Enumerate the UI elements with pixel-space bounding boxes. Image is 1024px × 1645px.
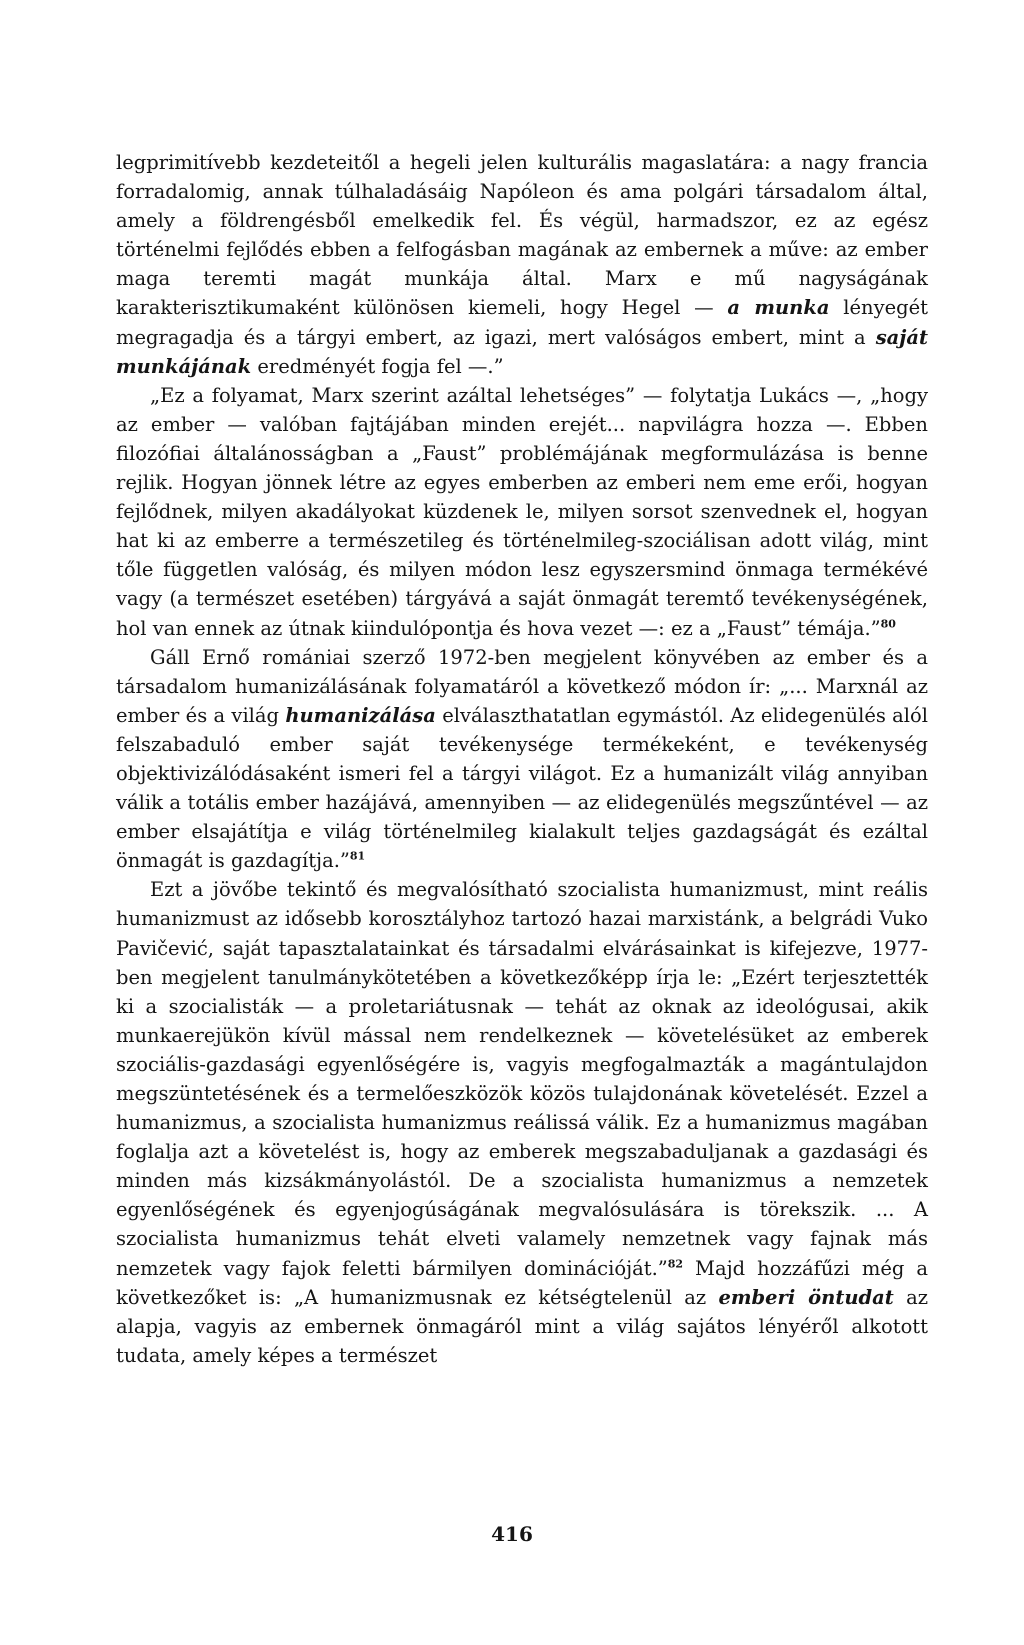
paragraph <box>116 875 928 1370</box>
text-run: Gáll Ernő romániai szerző 1972-ben megjelent könyvében az ember és a társadalom humanizálásának folyamatáról a következő módon ír: „... Marxnál az ember és a világ <box>116 645 928 727</box>
text-run: lényegét megragadja és a tárgyi embert, az igazi, mert valóságos embert, mint a <box>116 296 928 349</box>
paragraph <box>116 148 928 381</box>
emphasized-text: emberi öntudat <box>718 1285 894 1309</box>
text-run: az alapja, vagyis az embernek önmagáról mint a világ sajátos lényéről alkotott tudata, amely képes a természet <box>116 1285 928 1367</box>
footnote-reference: 82 <box>667 1257 684 1271</box>
footnote-reference: 81 <box>349 849 366 863</box>
page-number: 416 <box>491 1522 533 1546</box>
paragraph <box>116 381 928 643</box>
text-run: legprimitívebb kezdeteitől a hegeli jelen kulturális magaslatára: a nagy francia forradalomig, annak túlhaladásáig Napóleon és ama polgári társadalom által, amely a földrengésből emelkedik fel. És végül, harmadszor, ez az egész történelmi fejlődés ebben a felfogásban magának az embernek a műve: az ember maga teremti magát munkája által. Marx e mű nagyságának karakterisztikumaként különösen kiemeli, hogy Hegel — <box>116 151 928 320</box>
text-run: eredményét fogja fel —.” <box>251 354 504 378</box>
body-text <box>116 148 928 1370</box>
text-run: elválaszthatatlan egymástól. Az elidegenülés alól felszabaduló ember saját tevékenysége termékeként, e tevékenység objektivizálódásaként ismeri fel a tárgyi világot. Ez a humanizált világ annyiban válik a totális ember hazájává, amennyiben — az elidegenülés megszűntével — az ember elsajátítja e világ történelmileg kialakult teljes gazdagságát és ezáltal önmagát is gazdagítja.” <box>116 703 928 873</box>
emphasized-text: a munka <box>727 296 830 320</box>
footnote-reference: 80 <box>880 617 896 630</box>
text-run: Majd hozzáfűzi még a következőket is: „A humanizmusnak ez kétségtelenül az <box>116 1256 928 1309</box>
paragraph <box>116 643 928 876</box>
emphasized-text: saját munkájának <box>116 325 928 378</box>
text-run: Ezt a jövőbe tekintő és megvalósítható szocialista humanizmust, mint reális humanizmust az idősebb korosztályhoz tartozó hazai marxistánk, a belgrádi Vuko Pavičević, saját tapasztalatainkat és társadalmi elvárásainkat is kifejezve, 1977-ben megjelent tanulmánykötetében a következőképp írja le: „Ezért terjesztették ki a szocialisták — a proletariátusnak — tehát az oknak az ideológusai, akik munkaerejükön kívül mással nem rendelkeznek — követelésüket az emberek szociális-gazdasági egyenlőségére is, vagyis megfogalmazták a magántulajdon megszüntetésének és a termelőeszközök közös tulajdonának követelését. Ezzel a humanizmus, a szocialista humanizmus reálissá válik. Ez a humanizmus magában foglalja azt a követelést is, hogy az emberek megszabaduljanak a gazdasági és minden más kizsákmányolástól. De a szocialista humanizmus a nemzetek egyenlőségének és egyenjogúságának megvalósulására is törekszik. ... A szocialista humanizmus tehát elveti valamely nemzetnek vagy fajnak más nemzetek vagy fajok feletti bármilyen dominációját.” <box>116 878 928 1280</box>
emphasized-text: humanizálása <box>285 703 436 727</box>
text-run: „Ez a folyamat, Marx szerint azáltal lehetséges” — folytatja Lukács —, „hogy az ember — valóban fajtájában minden erejét... napvilágra hozza —. Ebben filozófiai általánosságban a „Faust” problémájának megformulázása is benne rejlik. Hogyan jönnek létre az egyes emberben az emberi nem eme erői, hogyan fejlődnek, milyen akadályokat küzdenek le, milyen sorsot szenvednek el, hogyan hat ki az emberre a természetileg és történelmileg-szociálisan adott világ, mint tőle független valóság, és milyen módon lesz egyszersmind önmaga termékévé vagy (a természet esetében) tárgyává a saját önmagát teremtő tevékenységének, hol van ennek az útnak kiindulópontja és hova vezet —: ez a „Faust” témája.” <box>116 383 928 640</box>
